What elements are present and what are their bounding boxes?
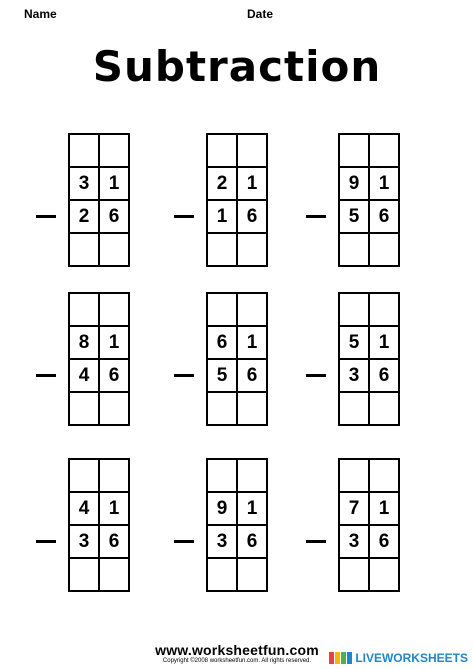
answer-cell[interactable] — [339, 392, 369, 425]
digit-grid — [68, 292, 130, 426]
minuend-digit: 8 — [69, 326, 99, 359]
digit-grid — [338, 292, 400, 426]
borrow-cell[interactable] — [369, 293, 399, 326]
answer-cell[interactable] — [69, 392, 99, 425]
answer-cell[interactable] — [207, 233, 237, 266]
borrow-cell[interactable] — [237, 293, 267, 326]
answer-cell[interactable] — [99, 558, 129, 591]
subtrahend-digit: 3 — [69, 525, 99, 558]
answer-cell[interactable] — [69, 558, 99, 591]
subtrahend-digit: 6 — [99, 525, 129, 558]
minus-sign — [174, 374, 194, 377]
borrow-cell[interactable] — [207, 459, 237, 492]
minuend-digit: 1 — [99, 326, 129, 359]
subtrahend-digit: 1 — [207, 200, 237, 233]
minuend-digit: 1 — [237, 492, 267, 525]
answer-cell[interactable] — [339, 558, 369, 591]
minuend-digit: 7 — [339, 492, 369, 525]
answer-cell[interactable] — [237, 558, 267, 591]
subtrahend-digit: 6 — [237, 200, 267, 233]
answer-cell[interactable] — [237, 392, 267, 425]
worksheet-title: Subtraction — [92, 42, 382, 91]
subtrahend-digit: 6 — [369, 200, 399, 233]
liveworksheets-logo-icon — [329, 652, 352, 664]
borrow-cell[interactable] — [69, 134, 99, 167]
borrow-cell[interactable] — [369, 459, 399, 492]
minuend-digit: 1 — [99, 167, 129, 200]
subtrahend-digit: 2 — [69, 200, 99, 233]
minuend-digit: 1 — [369, 492, 399, 525]
answer-cell[interactable] — [69, 233, 99, 266]
digit-grid — [68, 458, 130, 592]
borrow-cell[interactable] — [99, 293, 129, 326]
borrow-cell[interactable] — [207, 134, 237, 167]
subtrahend-digit: 6 — [99, 359, 129, 392]
minus-sign — [306, 540, 326, 543]
copyright-text: Copyright ©2008 worksheetfun.com. All rights reserved. — [162, 658, 312, 664]
minuend-digit: 1 — [369, 326, 399, 359]
minuend-digit: 9 — [339, 167, 369, 200]
borrow-cell[interactable] — [207, 293, 237, 326]
answer-cell[interactable] — [339, 233, 369, 266]
subtraction-problem — [36, 133, 146, 268]
answer-cell[interactable] — [207, 392, 237, 425]
answer-cell[interactable] — [369, 233, 399, 266]
borrow-cell[interactable] — [339, 293, 369, 326]
borrow-cell[interactable] — [237, 459, 267, 492]
minus-sign — [306, 215, 326, 218]
digit-grid — [206, 133, 268, 267]
minus-sign — [36, 374, 56, 377]
subtraction-problem — [174, 458, 284, 593]
minuend-digit: 1 — [369, 167, 399, 200]
minus-sign — [174, 540, 194, 543]
answer-cell[interactable] — [369, 392, 399, 425]
subtrahend-digit: 3 — [339, 525, 369, 558]
borrow-cell[interactable] — [99, 134, 129, 167]
answer-cell[interactable] — [207, 558, 237, 591]
subtrahend-digit: 5 — [339, 200, 369, 233]
digit-grid — [206, 292, 268, 426]
website-footer: www.worksheetfun.com — [155, 642, 319, 658]
digit-grid — [68, 133, 130, 267]
minuend-digit: 1 — [99, 492, 129, 525]
watermark-text: LIVEWORKSHEETS — [355, 650, 468, 665]
borrow-cell[interactable] — [339, 459, 369, 492]
minuend-digit: 1 — [237, 167, 267, 200]
minus-sign — [306, 374, 326, 377]
subtrahend-digit: 6 — [237, 525, 267, 558]
subtraction-problem — [306, 133, 416, 268]
liveworksheets-watermark — [329, 648, 468, 667]
borrow-cell[interactable] — [369, 134, 399, 167]
name-label: Name — [24, 7, 57, 21]
minuend-digit: 2 — [207, 167, 237, 200]
subtraction-problem — [174, 292, 284, 427]
date-label: Date — [247, 7, 274, 21]
answer-cell[interactable] — [99, 392, 129, 425]
minuend-digit: 3 — [69, 167, 99, 200]
subtraction-problem — [306, 458, 416, 593]
answer-cell[interactable] — [99, 233, 129, 266]
minuend-digit: 9 — [207, 492, 237, 525]
subtrahend-digit: 6 — [99, 200, 129, 233]
subtraction-problem — [174, 133, 284, 268]
minus-sign — [36, 540, 56, 543]
subtrahend-digit: 6 — [369, 359, 399, 392]
minuend-digit: 6 — [207, 326, 237, 359]
subtraction-problem — [36, 458, 146, 593]
answer-cell[interactable] — [237, 233, 267, 266]
subtraction-problem — [306, 292, 416, 427]
digit-grid — [338, 458, 400, 592]
minuend-digit: 5 — [339, 326, 369, 359]
minuend-digit: 4 — [69, 492, 99, 525]
borrow-cell[interactable] — [69, 293, 99, 326]
subtrahend-digit: 6 — [237, 359, 267, 392]
borrow-cell[interactable] — [69, 459, 99, 492]
digit-grid — [206, 458, 268, 592]
minuend-digit: 1 — [237, 326, 267, 359]
minus-sign — [36, 215, 56, 218]
answer-cell[interactable] — [369, 558, 399, 591]
digit-grid — [338, 133, 400, 267]
borrow-cell[interactable] — [99, 459, 129, 492]
borrow-cell[interactable] — [237, 134, 267, 167]
subtrahend-digit: 3 — [207, 525, 237, 558]
subtrahend-digit: 6 — [369, 525, 399, 558]
subtrahend-digit: 5 — [207, 359, 237, 392]
subtrahend-digit: 4 — [69, 359, 99, 392]
subtrahend-digit: 3 — [339, 359, 369, 392]
minus-sign — [174, 215, 194, 218]
borrow-cell[interactable] — [339, 134, 369, 167]
subtraction-problem — [36, 292, 146, 427]
